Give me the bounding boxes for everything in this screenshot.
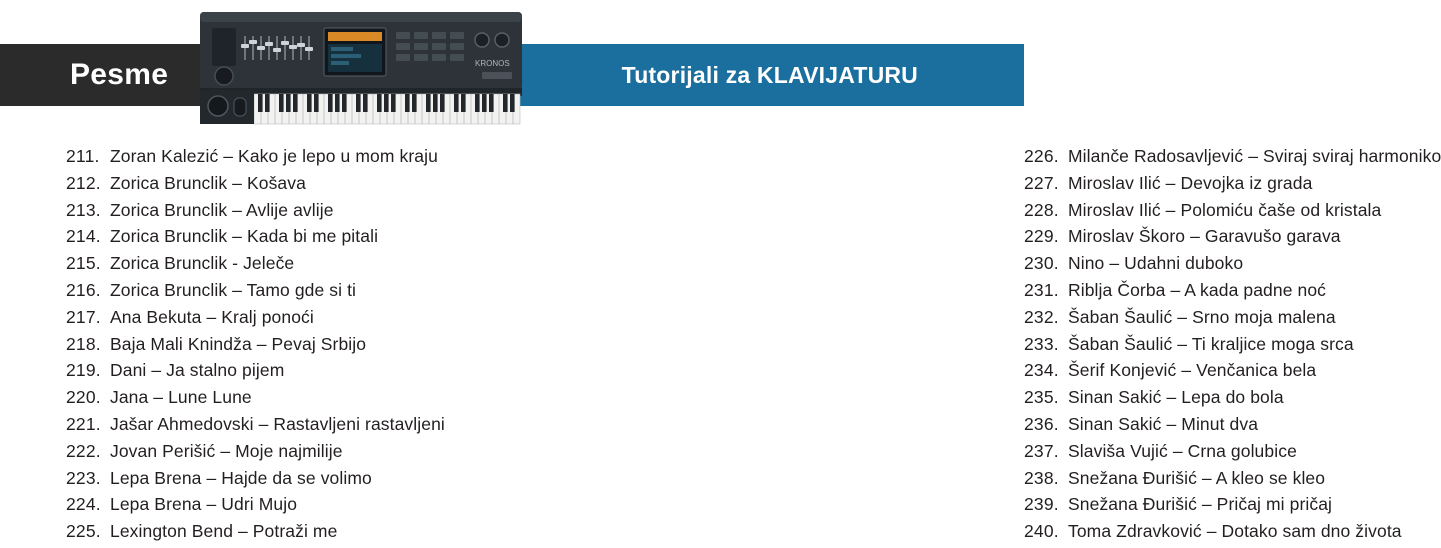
item-number: 217. <box>66 306 101 327</box>
item-title: Jašar Ahmedovski – Rastavljeni rastavljeni <box>110 413 445 434</box>
item-number: 231. <box>1024 279 1059 300</box>
item-number: 228. <box>1024 199 1059 220</box>
list-item[interactable] <box>66 334 475 361</box>
item-title: Snežana Đurišić – Pričaj mi pričaj <box>1068 494 1333 515</box>
item-title: Zorica Brunclik – Košava <box>110 172 306 193</box>
item-number: 239. <box>1024 494 1059 515</box>
item-title: Lepa Brena – Udri Mujo <box>110 494 298 515</box>
item-number: 233. <box>1024 333 1059 354</box>
item-number: 212. <box>66 172 101 193</box>
item-number: 214. <box>66 226 101 247</box>
item-number: 224. <box>66 494 101 515</box>
item-title: Lexington Bend – Potraži me <box>110 521 338 542</box>
item-number: 219. <box>66 360 101 381</box>
list-item[interactable] <box>66 521 475 548</box>
list-item[interactable] <box>66 441 475 468</box>
item-title: Lepa Brena – Hajde da se volimo <box>110 467 372 488</box>
item-title: Baja Mali Knindža – Pevaj Srbijo <box>110 333 367 354</box>
page-title-right: Tutorijali za KLAVIJATURU <box>621 62 918 88</box>
list-item[interactable] <box>66 387 475 414</box>
header-right-panel <box>512 44 1024 106</box>
item-number: 237. <box>1024 440 1059 461</box>
item-number: 225. <box>66 521 101 542</box>
song-list-right <box>475 146 1441 548</box>
item-title: Milanče Radosavljević – Sviraj sviraj harmoniko <box>1068 146 1441 166</box>
item-number: 238. <box>1024 467 1059 488</box>
item-title: Zorica Brunclik – Avlije avlije <box>110 199 334 220</box>
list-item[interactable] <box>66 468 475 495</box>
item-title: Šaban Šaulić – Srno moja malena <box>1068 306 1336 327</box>
item-number: 215. <box>66 253 101 274</box>
song-list-left <box>0 146 475 548</box>
list-item[interactable] <box>66 253 475 280</box>
item-title: Snežana Đurišić – A kleo se kleo <box>1068 467 1326 488</box>
item-number: 226. <box>1024 146 1059 166</box>
item-number: 227. <box>1024 172 1059 193</box>
item-title: Zorica Brunclik – Kada bi me pitali <box>110 226 379 247</box>
item-number: 240. <box>1024 521 1059 542</box>
item-title: Slaviša Vujić – Crna golubice <box>1068 440 1297 461</box>
item-title: Miroslav Škoro – Garavušo garava <box>1068 226 1341 247</box>
item-number: 218. <box>66 333 101 354</box>
item-number: 211. <box>66 146 100 166</box>
list-item[interactable] <box>66 494 475 521</box>
item-number: 234. <box>1024 360 1059 381</box>
item-title: Šerif Konjević – Venčanica bela <box>1068 360 1317 381</box>
list-item[interactable] <box>66 226 475 253</box>
list-item[interactable] <box>66 173 475 200</box>
item-title: Nino – Udahni duboko <box>1068 253 1244 274</box>
list-item[interactable] <box>66 414 475 441</box>
list-item[interactable] <box>66 280 475 307</box>
list-item[interactable] <box>66 200 475 227</box>
item-number: 221. <box>66 413 101 434</box>
synthesizer-keyboard-image <box>196 6 526 128</box>
item-title: Dani – Ja stalno pijem <box>110 360 285 381</box>
item-title: Jana – Lune Lune <box>110 387 252 408</box>
item-number: 213. <box>66 199 101 220</box>
item-title: Zorica Brunclik – Tamo gde si ti <box>110 279 357 300</box>
svg-text:KRONOS: KRONOS <box>475 59 510 68</box>
page-title-left: Pesme <box>70 58 169 91</box>
item-title: Zoran Kalezić – Kako je lepo u mom kraju <box>110 146 438 166</box>
item-title: Miroslav Ilić – Devojka iz grada <box>1068 172 1313 193</box>
item-title: Sinan Sakić – Lepa do bola <box>1068 387 1284 408</box>
item-number: 222. <box>66 440 101 461</box>
item-title: Miroslav Ilić – Polomiću čaše od kristala <box>1068 199 1382 220</box>
item-title: Jovan Perišić – Moje najmilije <box>110 440 343 461</box>
item-title: Riblja Čorba – A kada padne noć <box>1068 279 1327 300</box>
item-number: 236. <box>1024 413 1059 434</box>
item-title: Sinan Sakić – Minut dva <box>1068 413 1259 434</box>
item-number: 230. <box>1024 253 1059 274</box>
item-number: 229. <box>1024 226 1059 247</box>
item-title: Zorica Brunclik - Jeleče <box>110 253 295 274</box>
item-number: 220. <box>66 387 101 408</box>
item-number: 223. <box>66 467 101 488</box>
list-item[interactable] <box>66 146 475 173</box>
item-title: Ana Bekuta – Kralj ponoći <box>110 306 314 327</box>
item-title: Šaban Šaulić – Ti kraljice moga srca <box>1068 333 1354 354</box>
song-lists <box>0 146 1441 548</box>
item-number: 216. <box>66 279 101 300</box>
item-number: 235. <box>1024 387 1059 408</box>
list-item[interactable] <box>66 360 475 387</box>
list-item[interactable] <box>66 307 475 334</box>
item-number: 232. <box>1024 306 1059 327</box>
item-title: Toma Zdravković – Dotako sam dno života <box>1068 521 1402 542</box>
